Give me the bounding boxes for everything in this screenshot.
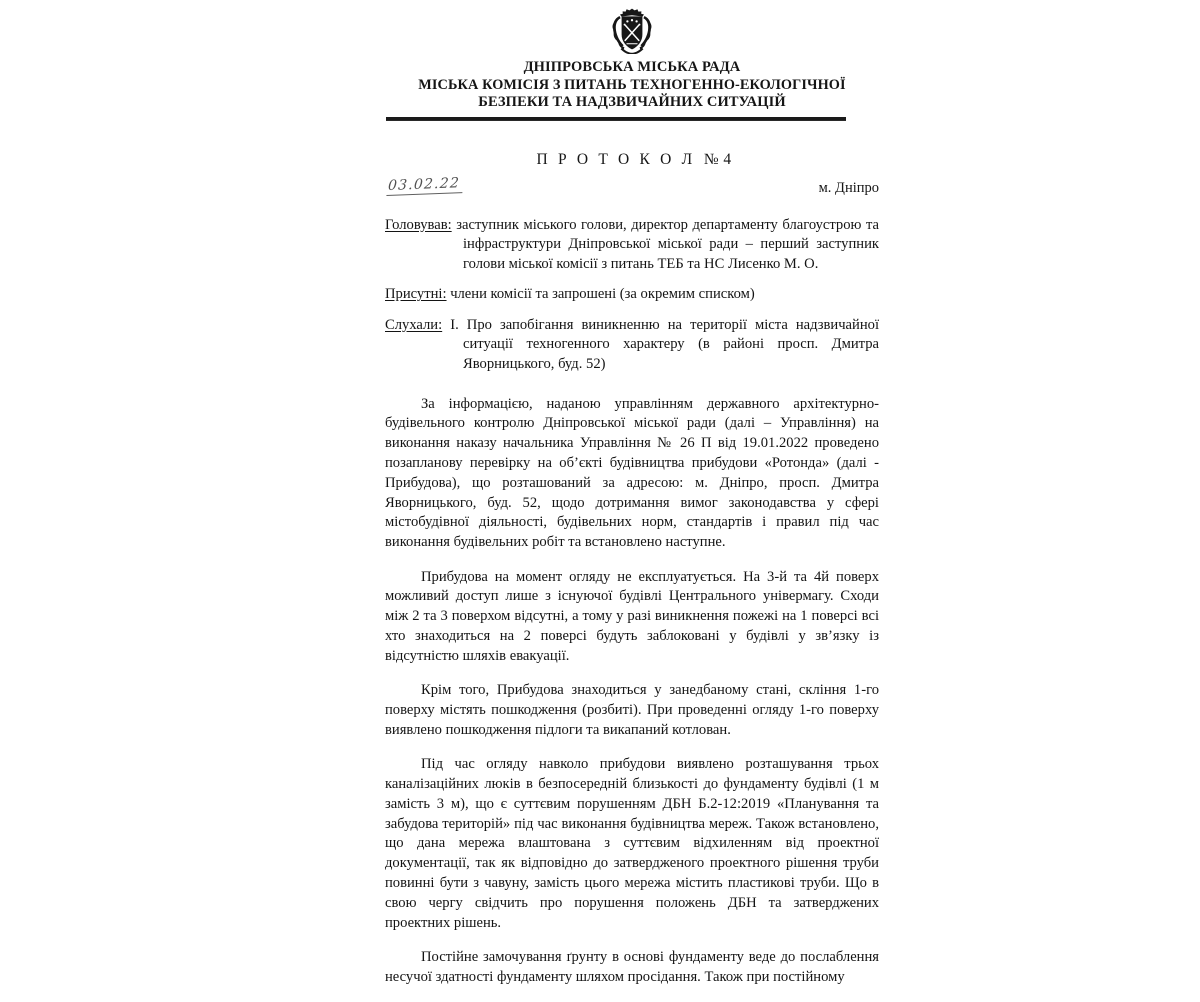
field-chairperson-label: Головував: (385, 216, 452, 233)
body-paragraph: Крім того, Прибудова знаходиться у занедбаному стані, скління 1-го поверху містять пошкодження (розбиті). При проведенні огляду 1-го поверху виявлено пошкодження підлоги та викапаний котлован. (385, 682, 879, 738)
handwritten-date: 03.02.22 (386, 175, 463, 196)
body-paragraph: Прибудова на момент огляду не експлуатується. На 3-й та 4й поверх можливий доступ лише з існуючої будівлі Центрального універмагу. Сходи між 2 та 3 поверхом відсутні, а тому у разі виникнення пожежі на 1 поверсі всі хто знаходиться на 2 поверсі будуть заблоковані у будівлі у зв’язку із відсутністю шляхів евакуації. (385, 568, 879, 664)
field-chairperson (385, 216, 879, 275)
body-paragraph: За інформацією, наданою управлінням державного архітектурно-будівельного контролю Дніпровської міської ради (далі – Управління) на виконання наказу начальника Управління № 26 П від 19.01.2022 проведено позапланову перевірку на об’єкті будівництва прибудови «Ротонда» (далі - Прибудова), що розташований за адресою: м. Дніпро, просп. Дмитра Яворницького, буд. 52, щодо дотримання вимог законодавства у сфері містобудівної діяльності, будівельних норм, стандартів і правил під час виконання будівельних робіт та встановлено наступне. (385, 395, 879, 551)
city-label: м. Дніпро (818, 179, 879, 196)
field-attendees-value: члени комісії та запрошені (за окремим списком) (450, 286, 755, 303)
document-content-column (385, 0, 879, 1002)
field-agenda-label: Слухали: (385, 316, 443, 333)
field-attendees-label: Присутні: (385, 286, 447, 303)
header-line-2: МІСЬКА КОМІСІЯ З ПИТАНЬ ТЕХНОГЕННО-ЕКОЛОГІЧНОЇ (418, 76, 846, 93)
header-line-3: БЕЗПЕКИ ТА НАДЗВИЧАЙНИХ СИТУАЦІЙ (478, 94, 786, 110)
protocol-title-row (385, 151, 879, 169)
field-attendees (385, 285, 879, 305)
document-body (385, 395, 879, 988)
emblem-container (385, 0, 879, 56)
date-city-row (385, 174, 879, 200)
body-paragraph: Під час огляду навколо прибудови виявлено розташування трьох каналізаційних люків в безпосередній близькості до фундаменту будівлі (1 м замість 3 м), що є суттєвим порушенням ДБН Б.2-12:2019 «Планування та забудова територій» під час виконання будівництва мереж. Також встановлено, що дана мережа влаштована з суттєвим відхиленням від проектної документації, так як відповідно до затвердженого проектного рішення труби повинні бути з чавуну, замість цього мережа містить пластикові труби. Що в свою чергу свідчить про порушення положень ДБН та затверджених проектних рішень. (385, 756, 879, 931)
organisation-header (385, 59, 879, 112)
body-paragraph: Постійне замочування ґрунту в основі фундаменту веде до послаблення несучої здатності фундаменту шляхом просідання. Також при постійному (385, 948, 879, 985)
protocol-number: № 4 (703, 150, 732, 168)
field-chairperson-value: заступник міського голови, директор департаменту благоустрою та інфраструктури Дніпровської міської ради – перший заступник голови міської комісії з питань ТЕБ та НС Лисенко М. О. (456, 216, 879, 272)
protocol-title: П Р О Т О К О Л (536, 150, 696, 168)
field-agenda-value: І. Про запобігання виникненню на території міста надзвичайної ситуації техногенного характеру (в районі просп. Дмитра Яворницького, буд. 52) (450, 316, 879, 373)
header-line-1: ДНІПРОВСЬКА МІСЬКА РАДА (523, 59, 741, 75)
header-divider-rule (386, 117, 846, 121)
dnipro-city-coat-of-arms-icon (610, 8, 654, 54)
protocol-heading-block (385, 151, 879, 203)
field-agenda (385, 316, 879, 375)
